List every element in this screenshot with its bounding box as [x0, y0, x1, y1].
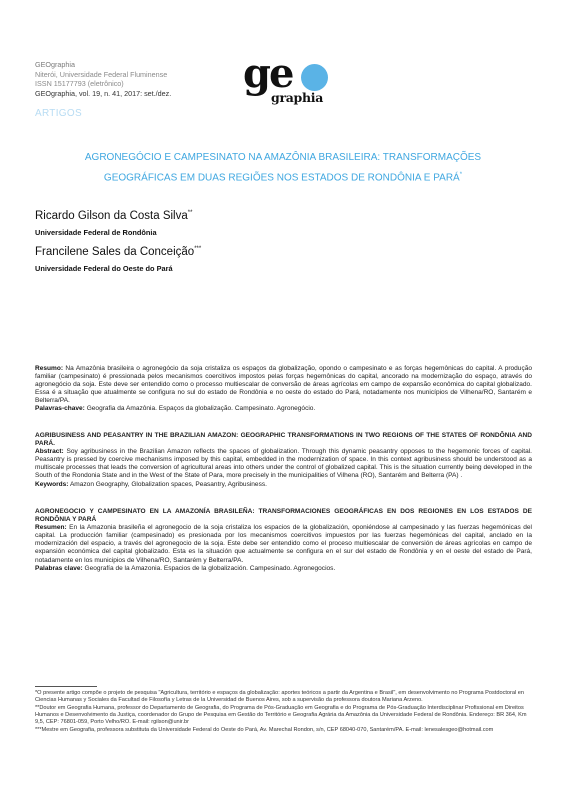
author-1: [35, 210, 192, 222]
journal-header-meta: [35, 60, 171, 98]
geographia-logo: [243, 50, 333, 108]
journal-issn: ISSN 15177793 (eletrônico): [35, 79, 124, 89]
abstract-text: En la Amazonia brasileña el agronegocio de la soja cristaliza los espacios de la globalización, oponiéndose al campesinado y las fuerzas hegemónicas del capital. La producción familiar (campesinado) es presionada por los mecanismos coercitivos impuestos por las fuerzas hegemónicas del capital, anclado en la modernización del espacio, a través del agronegocio de la soja. Este debe ser entendido como el proceso multiescalar de conversión de áreas agrícolas en campo de expansión económica del capital globalizado. Esta es la situación que actualmente se configura en el sur del estado de Rondônia y en el oeste del estado de Pará, notadamente en los municipios de Vilhena/RO, Santarém y Belterra/PA.: [35, 524, 532, 564]
keywords-text: Amazon Geography, Globalization spaces, Peasantry, Agribusiness.: [68, 480, 267, 488]
keywords-label: Palavras-chave:: [35, 405, 85, 413]
abstract-label: Abstract:: [35, 448, 64, 456]
article-title: [40, 150, 526, 186]
author-name: Ricardo Gilson da Costa Silva: [35, 210, 188, 222]
logo-geo-text: ge: [243, 50, 293, 97]
abstract-heading: AGRIBUSINESS AND PEASANTRY IN THE BRAZILIAN AMAZON: GEOGRAPHIC TRANSFORMATIONS IN TWO REGIONS OF THE STATES OF RONDÔNIA AND PARÁ.: [35, 432, 532, 448]
footnotes: [35, 690, 532, 735]
abstract-text: Na Amazônia brasileira o agronegócio da soja cristaliza os espaços da globalização, opondo o campesinato e as forças hegemônicas do capital. A produção familiar (campesinato) é pressionada pelos mecanismos coercitivos impostos pelas forças hegemônicas do capital, ancorado na modernização do espaço, através do agronegócio da soja. Este deve ser entendido como o processo multiescalar de conversão de áreas agrícolas em campo de expansão econômica do capital globalizado. Essa é a situação que atualmente se configura no sul do estado de Rondônia e no oeste do estado do Pará, notadamente nos municípios de Vilhena/RO, Santarém e Belterra/PA.: [35, 365, 532, 405]
footnote: *O presente artigo compõe o projeto de pesquisa "Agricultura, território e espaços da globalização: aportes teóricos a partir da Argentina e Brasil", em desenvolvimento no Programa Postdoctoral en Ciencias Humanas y Sociales da Facultad de Filosofía y Letras de la Universidad de Buenos Aires, sob a supervisão da professora doutora Mariana Arzeno.: [35, 690, 525, 704]
abstract-en: [35, 432, 532, 489]
abstract-label: Resumo:: [35, 365, 64, 372]
footnote: **Doutor em Geografia Humana, professor do Departamento de Geografia, do Programa de Pós-Graduação em Geografia e do Programa de Pós-Graduação Interdisciplinar Profissional em Direitos Humanos e Desenvolvimento da Justiça, coordenador do Grupo de Pesquisa em Gestão do Território e Geografia Agrária da Amazônia da Universidade Federal de Rondônia. Endereço: BR 364, Km 9,5, CEP: 76801-059, Porto Velho/RO. E-mail: rgilson@unir.br: [35, 704, 527, 726]
footnote: ***Mestre em Geografia, professora substituta da Universidade Federal do Oeste do Pará, Av. Marechal Rondon, s/n, CEP 68040-070, Santarém/PA. E-mail: lenesalesgeo@hotmail.com: [35, 727, 494, 734]
abstract-label: Resumen:: [35, 524, 67, 532]
author-affiliation-2: Universidade Federal do Oeste do Pará: [35, 264, 173, 273]
article-title-line-2: GEOGRÁFICAS EM DUAS REGIÕES NOS ESTADOS DE RONDÔNIA E PARÁ: [103, 171, 460, 183]
author-name: Francilene Sales da Conceição: [35, 246, 195, 258]
keywords-label: Palabras clave:: [35, 564, 83, 572]
logo-graphia-text: graphia: [271, 90, 324, 105]
section-label: ARTIGOS: [35, 108, 82, 119]
abstract-text: Soy agribusiness in the Brazilian Amazon reflects the spaces of globalization. Through this dynamic peasantry opposes to the hegemonic forces of capital. Peasantry is pressed by coercive mechanisms imposed by this capital, embedded in the modernization of space. In this context agribusiness should be understood as a multiscale processes that leads the conversion of agricultural areas into others under the control of globalized capital. This is the situation currently being developed in the South of the Rondonia State and in the West of the State of Para, more precisely in the municipalities of Vilhena (RO), Santarém and Belterra (PA) .: [35, 448, 532, 480]
logo-dot: [301, 64, 328, 91]
journal-name: GEOgraphia: [35, 60, 75, 69]
author-affiliation-1: Universidade Federal de Rondônia: [35, 228, 157, 237]
author-2: [35, 246, 201, 258]
journal-volume: GEOgraphia, vol. 19, n. 41, 2017: set./dez.: [35, 88, 172, 98]
keywords-text: Geografia da Amazônia. Espaços da globalização. Campesinato. Agronegócio.: [84, 405, 316, 413]
abstract-es: [35, 508, 532, 573]
author-footnote-mark: ***: [194, 246, 202, 253]
keywords-text: Geografía de la Amazonia. Espacios de la globalización. Campesinado. Agronegocios.: [82, 564, 336, 572]
title-footnote-mark: *: [459, 171, 463, 178]
footnote-divider: [35, 686, 97, 687]
article-title-line-1: AGRONEGÓCIO E CAMPESINATO NA AMAZÔNIA BRASILEIRA: TRANSFORMAÇÕES: [84, 152, 482, 163]
journal-institution: Niterói, Universidade Federal Fluminense: [35, 69, 168, 79]
keywords-label: Keywords:: [35, 480, 69, 488]
abstract-heading: AGRONEGOCIO Y CAMPESINATO EN LA AMAZONÍA BRASILEÑA: TRANSFORMACIONES GEOGRÁFICAS EN DOS REGIONES EN LOS ESTADOS DE RONDÔNIA Y PARÁ: [35, 508, 532, 524]
abstract-pt: [35, 365, 532, 414]
author-footnote-mark: **: [187, 210, 193, 217]
